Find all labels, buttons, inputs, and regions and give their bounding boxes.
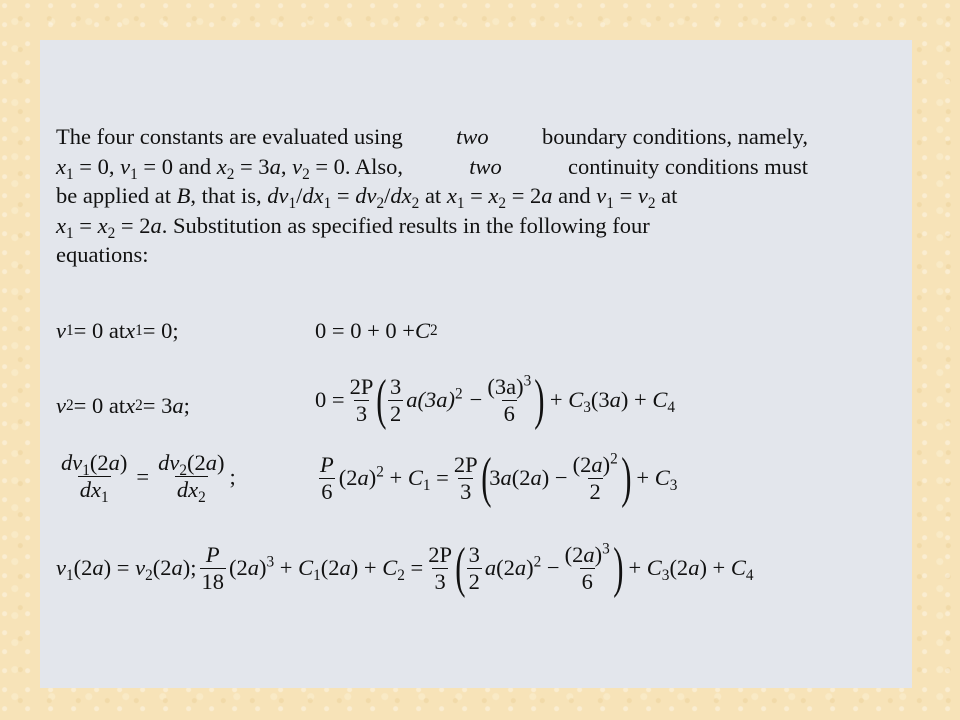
fraction-2a-cubed-over-6: $\frac{(2a)^3}{6}$: [564, 540, 610, 594]
left-paren: (: [480, 447, 492, 509]
equation-3-expression: $\frac{P}{6}$ $(2a)^2 + C_1$ = $\frac{2P}{3}$ ( 3a(2a) − $\frac{(2a)^2}{2}$ ) + $C_3$: [320, 447, 678, 509]
equation-4: $v_1(2a) = v_2(2a)$; $\frac{P}{18}$ $(2a)^3 + C_1(2a) + C_2$ = $\frac{2P}{3}$ ( $\frac{3}{2}$ $a(2a)^2$ − $\frac{(2a)^3}{6}$ ) + $C_3(2a) + C_4$: [56, 537, 754, 599]
fraction-3a-cubed-over-6: $\frac{(3a)^3}{6}$: [487, 372, 532, 426]
equation-2-condition: v 2 = 0 at x 2 = 3 a ;: [56, 393, 190, 418]
right-paren: ): [620, 447, 632, 509]
right-paren: ): [534, 369, 545, 431]
intro-paragraph: [56, 122, 808, 270]
right-paren: ): [612, 537, 624, 599]
fraction-p-over-18: $\frac{P}{18}$: [201, 541, 224, 594]
left-paren: (: [376, 369, 387, 431]
equation-2-expression: 0 = $\frac{2P}{3}$ ( $\frac{3}{2}$ $a(3a)^2$ − $\frac{(3a)^3}{6}$ ) + $C_3(3a) + C_4$: [315, 369, 676, 431]
paragraph-line-1: The four constants are evaluated using two boundary conditions, namely,: [56, 124, 808, 149]
fraction-2p-over-3: $\frac{2P}{3}$: [453, 451, 478, 504]
content-panel: [40, 40, 912, 688]
left-paren: (: [455, 537, 466, 599]
equation-3-condition: $\frac{dv_1(2a)}{dx_1}$ = $\frac{dv_2(2a)}{dx_2}$ ;: [61, 450, 236, 506]
equation-1-condition: v 1 = 0 at x 1 = 0;: [56, 318, 179, 343]
fraction-2p-over-3: $\frac{2P}{3}$: [349, 373, 374, 426]
paragraph-line-4: $x_1 = x_2 = 2a$. Substitution as specified results in the following four: [56, 212, 650, 242]
paragraph-line-3: be applied at B, that is, $dv_1/dx_1 = dv_2/dx_2$ at $x_1 = x_2 = 2a$ and $v_1 = v_2$ at: [56, 183, 678, 212]
paragraph-line-5: equations:: [56, 242, 149, 267]
fraction-dv1-dx1: $\frac{dv_1(2a)}{dx_1}$: [61, 450, 128, 506]
fraction-3-over-2: $\frac{3}{2}$: [468, 541, 480, 594]
fraction-2a-squared-over-2: $\frac{(2a)^2}{2}$: [572, 450, 618, 504]
paragraph-line-2: $x_1 = 0$, $v_1 = 0$ and $x_2 = 3a$, $v_2 = 0$. Also, two continuity conditions must: [56, 153, 808, 183]
fraction-dv2-dx2: $\frac{dv_2(2a)}{dx_2}$: [158, 450, 225, 506]
fraction-3-over-2: $\frac{3}{2}$: [390, 373, 402, 426]
equation-1-expression: 0 = 0 + 0 + C 2: [315, 318, 438, 343]
fraction-p-over-6: $\frac{P}{6}$: [320, 451, 334, 504]
fraction-2p-over-3: $\frac{2P}{3}$: [428, 541, 452, 594]
